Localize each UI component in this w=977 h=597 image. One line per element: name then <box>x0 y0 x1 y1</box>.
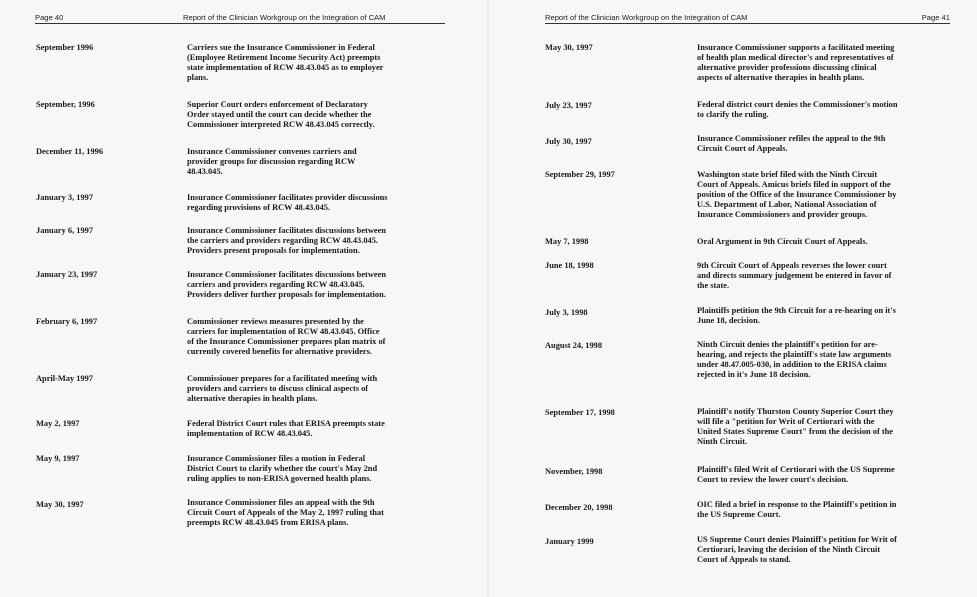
entry-date: September 1996 <box>36 43 94 52</box>
entry-text: Insurance Commissioner convenes carriers and provider groups for discussion regarding RCW 48.43.045. <box>187 147 357 176</box>
entry-date: July 30, 1997 <box>545 137 592 146</box>
entry-text: Insurance Commissioner files a motion in Federal District Court to clarify whether the court's May 2nd ruling applies to non-ERISA governed health plans. <box>187 454 378 483</box>
entry-date: January 3, 1997 <box>36 193 94 202</box>
entry-text: Plaintiff's filed Writ of Certiorari with the US Supreme Court to review the lower court's decision. <box>697 465 895 484</box>
entry-text: Carriers sue the Insurance Commissioner in Federal (Employee Retirement Income Security Act) preempts state implementation of RCW 48.43.045 as to employer plans. <box>187 43 384 82</box>
entry-text: Plaintiff's notify Thurston County Superior Court they will file a "petition for Writ of Certiorari with the United States Supreme Court" from the decision of the Ninth Circuit. <box>697 407 894 446</box>
entry-text: Plaintiffs petition the 9th Circuit for a re-hearing on it's June 18, decision. <box>697 306 896 325</box>
entry-date: January 6, 1997 <box>36 226 94 235</box>
entry-date: September, 1996 <box>36 100 95 109</box>
left-page <box>0 0 488 597</box>
entry-date: December 20, 1998 <box>545 503 613 512</box>
entry-date: June 18, 1998 <box>545 261 594 270</box>
entry-date: February 6, 1997 <box>36 317 98 326</box>
entry-text: Federal District Court rules that ERISA preempts state implementation of RCW 48.43.045. <box>187 419 385 438</box>
entry-text: Superior Court orders enforcement of Declaratory Order stayed until the court can decide whether the Commissioner interpreted RCW 48.43.045 correctly. <box>187 100 375 129</box>
page-number: Page 41 <box>921 13 950 22</box>
running-title: Report of the Clinician Workgroup on the Integration of CAM <box>183 13 386 22</box>
entry-date: September 29, 1997 <box>545 170 615 179</box>
entry-text: Commissioner prepares for a facilitated meeting with providers and carriers to discuss clinical aspects of alternative therapies in health plans. <box>187 374 378 403</box>
entry-text: Insurance Commissioner facilitates discussions between carriers and providers regarding RCW 48.43.045. Providers deliver further proposals for implementation. <box>187 270 386 299</box>
entry-date: May 7, 1998 <box>545 237 589 246</box>
entry-text: Insurance Commissioner refiles the appeal to the 9th Circuit Court of Appeals. <box>697 134 886 153</box>
entry-date: December 11, 1996 <box>36 147 104 156</box>
entry-text: Federal district court denies the Commissioner's motion to clarify the ruling. <box>697 100 898 119</box>
entry-text: Washington state brief filed with the Ninth Circuit Court of Appeals. Amicus briefs filed in support of the position of the Office of the Insurance Commissioner by U.S. Department of Labor, National Association of Insurance Commissioners and provider groups. <box>697 170 897 219</box>
entry-date: January 23, 1997 <box>36 270 98 279</box>
entry-text: 9th Circuit Court of Appeals reverses the lower court and directs summary judgement be entered in favor of the state. <box>697 261 892 290</box>
entry-text: OIC filed a brief in response to the Plaintiff's petition in the US Supreme Court. <box>697 500 897 519</box>
entry-text: Oral Argument in 9th Circuit Court of Appeals. <box>697 237 868 246</box>
left-page-header <box>35 11 445 25</box>
entry-date: January 1999 <box>545 537 594 546</box>
entry-date: May 30, 1997 <box>36 500 84 509</box>
entry-date: April-May 1997 <box>36 374 93 383</box>
entry-date: July 23, 1997 <box>545 101 592 110</box>
entry-date: May 30, 1997 <box>545 43 593 52</box>
entry-date: May 9, 1997 <box>36 454 80 463</box>
entry-date: September 17, 1998 <box>545 408 615 417</box>
entry-text: Insurance Commissioner facilitates provider discussions regarding provisions of RCW 48.43.045. <box>187 193 388 212</box>
entry-text: Insurance Commissioner supports a facilitated meeting of health plan medical director's and representatives of alternative provider professions discussing clinical aspects of alternative therapies in health plans. <box>697 43 895 82</box>
page-number: Page 40 <box>35 13 64 22</box>
entry-date: November, 1998 <box>545 467 603 476</box>
running-title: Report of the Clinician Workgroup on the Integration of CAM <box>545 13 748 22</box>
right-page <box>489 0 977 597</box>
header-rule <box>35 23 445 24</box>
entry-text: US Supreme Court denies Plaintiff's petition for Writ of Certiorari, leaving the decision of the Ninth Circuit Court of Appeals to stand. <box>697 535 897 564</box>
entry-text: Ninth Circuit denies the plaintiff's petition for are- hearing, and rejects the plaintiff's state law arguments under 48.47.005-030, in addition to the ERISA claims rejected in it's June 18 decision. <box>697 340 892 379</box>
entry-text: Insurance Commissioner facilitates discussions between the carriers and providers regarding RCW 48.43.045. Providers present proposals for implementation. <box>187 226 386 255</box>
entry-date: July 3, 1998 <box>545 308 588 317</box>
entry-date: May 2, 1997 <box>36 419 80 428</box>
right-page-header <box>545 11 950 25</box>
entry-date: August 24, 1998 <box>545 341 603 350</box>
entry-text: Commissioner reviews measures presented by the carriers for implementation of RCW 48.43.045. Office of the Insurance Commissioner prepares plan matrix of currently covered benefits for alternative providers. <box>187 317 386 356</box>
entry-text: Insurance Commissioner files an appeal with the 9th Circuit Court of Appeals of the May 2, 1997 ruling that preempts RCW 48.43.045 from ERISA plans. <box>187 498 384 527</box>
header-rule <box>545 23 950 24</box>
